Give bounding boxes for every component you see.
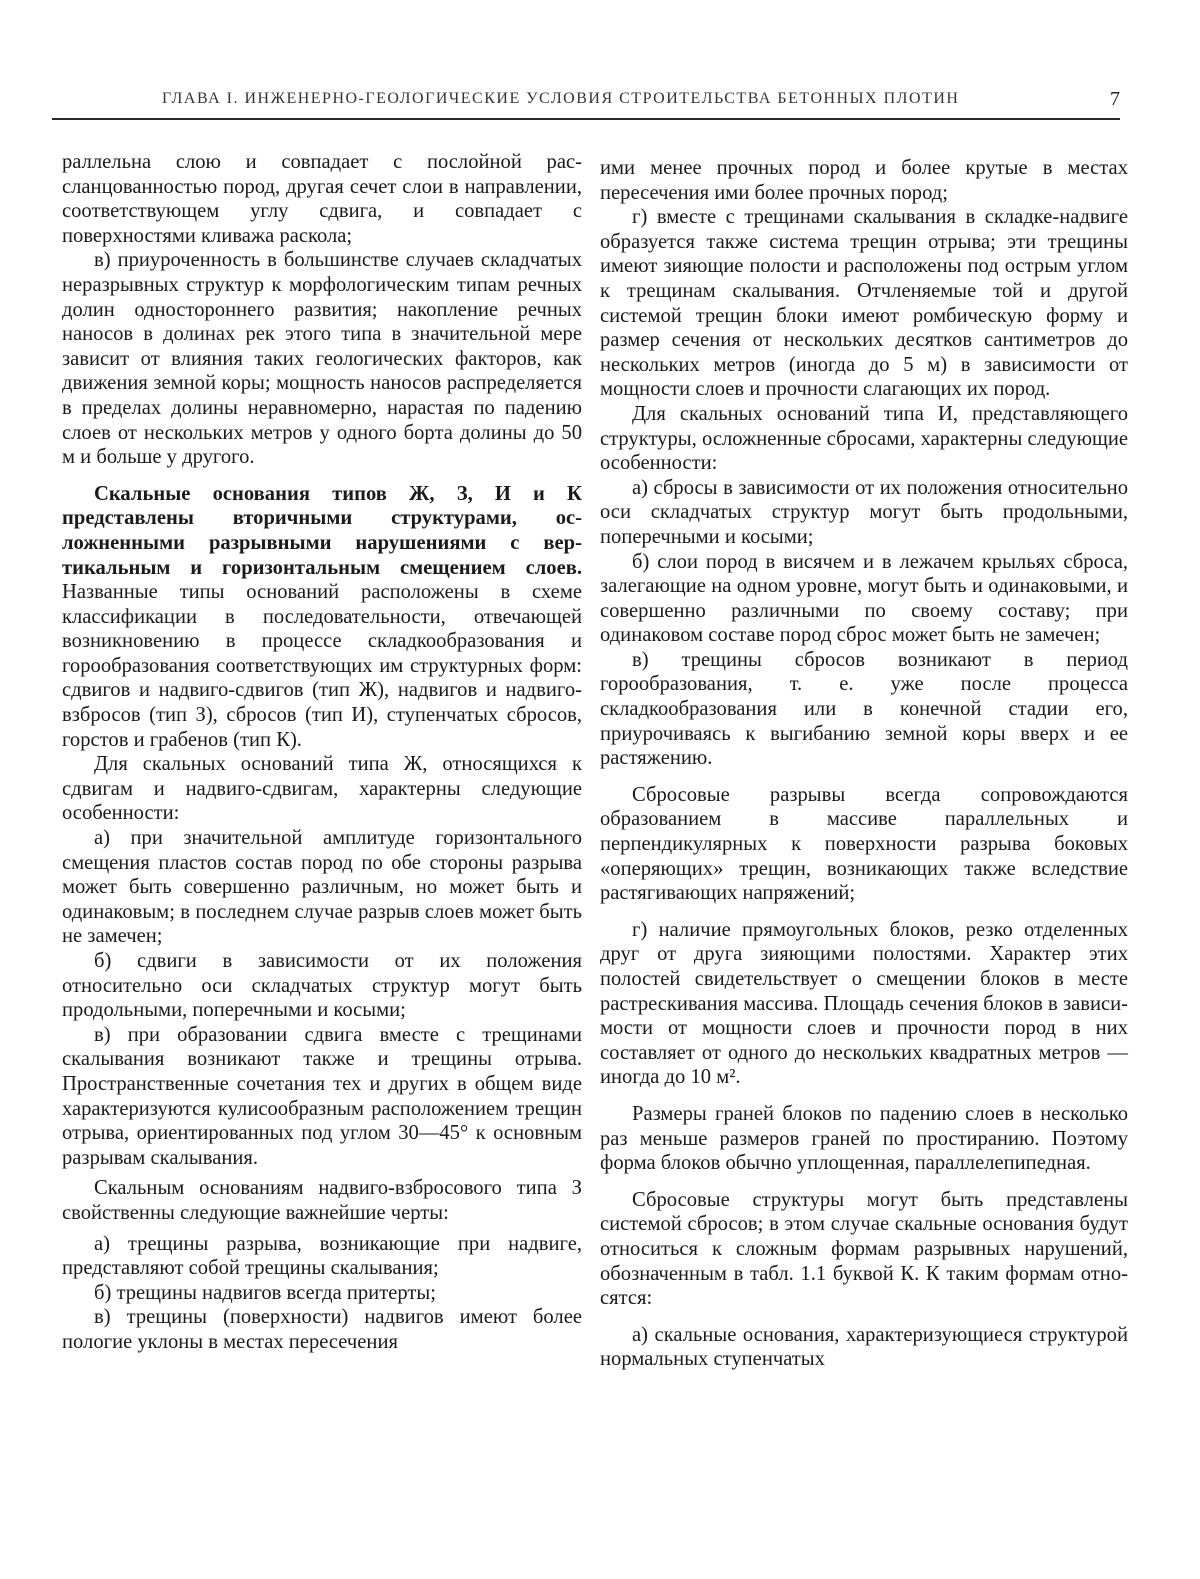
chapter-title: ГЛАВА I. ИНЖЕНЕРНО-ГЕОЛОГИЧЕСКИЕ УСЛОВИЯ СТРОИТЕЛЬСТВА БЕТОННЫХ ПЛОТИН — [162, 90, 960, 107]
list-item: г) наличие прямоугольных блоков, резко отделенных друг от друга зияющими полостями. Характер этих полостей свидетельствует о смещении блоков в месте растрескивания массива. Площадь сечения блоков в зависимости от мощности слоев и прочности пород в них составляет от одного до нескольких квадратных метров — иногда до 10 м². — [600, 918, 1128, 1089]
paragraph: Для скальных оснований типа Ж, относящихся к сдвигам и надвиго-сдвигам, характерны следующие особенности: — [62, 753, 582, 825]
list-item: б) сдвиги в зависимости от их положения относительно оси складчатых структур могут быть продольными, поперечными и косыми; — [62, 950, 582, 1022]
list-item: а) при значительной амплитуде горизонтального смещения пластов состав пород по обе стороны разрыва может быть совершенно различным, но может быть и одинаковым; в последнем случае разрыв слоев может быть не замечен; — [62, 827, 582, 948]
list-item: б) трещины надвигов всегда притерты; — [94, 1281, 436, 1304]
list-item: а) сбросы в зависимости от их положения относительно оси складчатых структур могут быть продольными, поперечными и косыми; — [600, 476, 1128, 548]
list-item: в) трещины сбросов возникают в период горообразования, т. е. уже после процесса складкообразования или в конечной стадии его, приурочиваясь к выгибанию земной коры вверх и ее растяжению. — [600, 648, 1128, 770]
paragraph: Для скальных оснований типа И, представляющего структуры, осложненные сбросами, характерны следующие особенности: — [600, 402, 1128, 475]
paragraph: ими менее прочных пород и более крутые в местах пересечения ими более прочных пород; — [600, 157, 1128, 204]
list-item: в) при образовании сдвига вместе с трещинами скалывания возникают также и трещины отрыва. Пространственные сочетания тех и других в общем виде характеризуются кулисообразным расположением трещин отрыва, ориентированных под углом 30—45° к основным разрывам скалывания. — [62, 1023, 582, 1169]
paragraph — [62, 482, 582, 753]
paragraph: Размеры граней блоков по падению слоев в несколько раз меньше размеров граней по простиранию. Поэтому форма блоков обычно уплощенная, параллелепипедная. — [600, 1102, 1128, 1175]
paragraph: Скальным основаниям надвиго-взбросового типа З свойственны следующие важнейшие черты: — [62, 1177, 582, 1224]
bold-lead: Скальные основания типов Ж, З, И и К представлены вторичными структурами, осложненными разрывными нарушениями с вертикальным и горизонтальным смещением слоев. — [62, 482, 582, 579]
paragraph: раллельна слою и совпадает с послойной рассланцованностью пород, другая сечет слои в направлении, соответствующем углу сдвига, и совпадает с поверхностями кливажа раскола; — [62, 151, 582, 247]
right-column — [600, 156, 1128, 1372]
paragraph-text: Названные типы оснований расположены в схеме классификации в последовательности, отвечающей возникновению в процессе складкообразования и горообразования соответствующих им структурных форм: сдвигов и надвиго-сдвигов (тип Ж), надвигов и надвиго-взбросов (тип З), сбросов (тип И), ступенчатых сбросов, горстов и грабенов (тип К). — [62, 581, 582, 751]
list-item: б) слои пород в висячем и в лежачем крыльях сброса, залегающие на одном уровне, могут быть и одинаковыми, и совершенно различными по своему составу; при одинаковом составе пород сброс может быть не замечен; — [600, 550, 1128, 647]
page-number: 7 — [1110, 88, 1120, 110]
list-item: в) трещины (поверхности) надвигов имеют более пологие уклоны в местах пересечения — [62, 1306, 582, 1353]
list-item: а) трещины разрыва, возникающие при надвиге, представляют собой трещины скалывания; — [62, 1232, 582, 1280]
paragraph: Сбросовые структуры могут быть представлены системой сбросов; в этом случае скальные основания будут относиться к сложным формам разрывных нарушений, обозначенным в табл. 1.1 буквой К. К таким формам относятся: — [600, 1188, 1128, 1310]
list-item: а) скальные основания, характеризующиеся структурой нормальных ступенчатых — [600, 1323, 1128, 1371]
list-item: г) вместе с трещинами скалывания в складке-надвиге образуется также система трещин отрыва; эти трещины имеют зияющие полости и расположены под острым углом к трещинам скалывания. Отчленяемые той и другой системой трещин блоки имеют ромбическую форму и размер сечения от нескольких десятков сантиметров до нескольких метров (иногда до 5 м) в зависимости от мощности слоев и прочности слагающих их пород. — [600, 206, 1128, 401]
left-column — [62, 150, 582, 1355]
paragraph: в) приуроченность в большинстве случаев складчатых неразрывных структур к морфологическим типам речных долин одностороннего развития; накопление речных наносов в долинах рек этого типа в значительной мере зависит от влияния таких геологических факторов, как движения земной коры; мощность наносов распределяется в пределах долины неравномерно, нарастая по падению слоев от нескольких метров у одного борта долины до 50 м и больше у другого. — [62, 249, 582, 469]
paragraph: Сбросовые разрывы всегда сопровождаются образованием в массиве параллельных и перпендикулярных к поверхности разрыва боковых «оперяющих» трещин, возникающих также вследствие растягивающих напряжений; — [600, 783, 1128, 905]
running-header — [52, 88, 1120, 120]
